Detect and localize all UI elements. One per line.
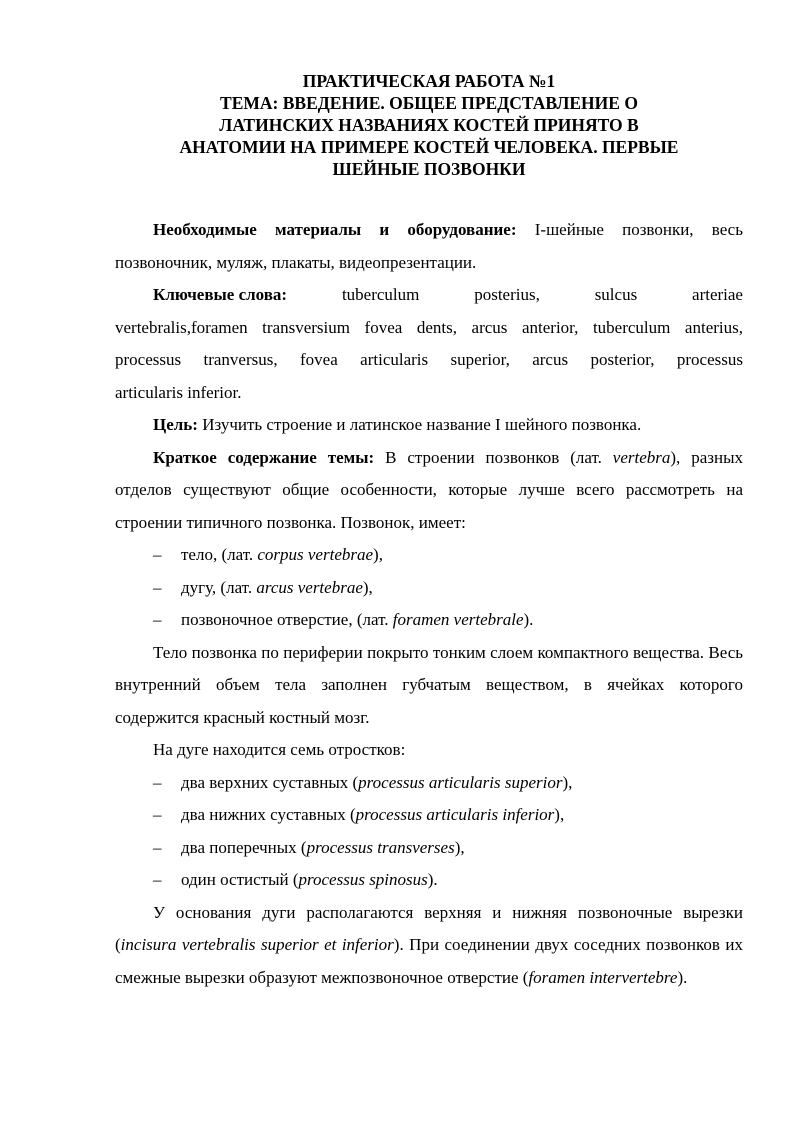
summary-text: В строении позвонков (лат. xyxy=(374,447,613,467)
list-item-end: ), xyxy=(454,837,465,857)
document-page xyxy=(115,70,743,994)
list-item-latin: processus spinosus xyxy=(298,870,428,889)
keywords-first-line xyxy=(115,279,743,312)
dash-bullet: – xyxy=(153,610,162,629)
notch-paragraph xyxy=(115,897,743,995)
list-item xyxy=(115,799,743,832)
keywords-line: articularis inferior. xyxy=(115,382,242,402)
list-item xyxy=(115,604,743,637)
dash-bullet: – xyxy=(153,772,162,792)
keyword: posterius, xyxy=(474,285,540,304)
notch-latin: incisura vertebralis superior et inferior xyxy=(120,935,394,954)
keyword: arteriae xyxy=(692,285,743,304)
list-item-end: ), xyxy=(362,577,373,597)
list-item xyxy=(115,832,743,865)
keywords-line: vertebralis,foramen transversium fovea dents, arcus anterior, tuberculum anterius, xyxy=(115,317,743,337)
notch-text: ). xyxy=(677,967,688,987)
list-item-text: позвоночное отверстие, (лат. xyxy=(181,610,393,629)
dash-bullet: – xyxy=(153,545,162,564)
notch-latin: foramen intervertebre xyxy=(528,967,678,987)
list-item-latin: corpus vertebrae xyxy=(257,545,374,564)
arch-intro: На дуге находится семь отростков: xyxy=(153,740,406,759)
title-line: ТЕМА: ВВЕДЕНИЕ. ОБЩЕЕ ПРЕДСТАВЛЕНИЕ О xyxy=(220,93,638,113)
list-item xyxy=(115,767,743,800)
dash-bullet: – xyxy=(153,805,162,824)
summary-label: Краткое содержание темы: xyxy=(153,447,375,467)
list-item-end: ). xyxy=(427,870,438,889)
page-title xyxy=(115,70,743,180)
list-item-latin: processus articularis superior xyxy=(358,772,563,792)
list-item-latin: foramen vertebrale xyxy=(392,610,524,629)
list-item-text: два поперечных ( xyxy=(181,837,307,857)
title-line: ЛАТИНСКИХ НАЗВАНИЯХ КОСТЕЙ ПРИНЯТО В xyxy=(219,115,639,135)
goal-paragraph xyxy=(115,409,743,442)
keywords-line: processus tranversus, fovea articularis superior, arcus posterior, processus xyxy=(115,350,743,369)
materials-text: I-шейные позвонки, весь позвоночник, муляж, плакаты, видеопрезентации. xyxy=(115,220,743,272)
list-item-latin: processus transverses xyxy=(306,837,455,857)
goal-text: Изучить строение и латинское название I шейного позвонка. xyxy=(197,415,642,434)
materials-paragraph xyxy=(115,214,743,279)
goal-label: Цель: xyxy=(153,415,198,434)
list-item xyxy=(115,539,743,572)
list-item-text: тело, (лат. xyxy=(181,545,258,564)
keywords-label: Ключевые слова: xyxy=(153,285,288,304)
parts-list xyxy=(115,539,743,637)
list-item-end: ), xyxy=(554,805,565,824)
title-line: АНАТОМИИ НА ПРИМЕРЕ КОСТЕЙ ЧЕЛОВЕКА. ПЕРВЫЕ xyxy=(179,137,679,157)
keywords-block xyxy=(115,279,743,409)
dash-bullet: – xyxy=(153,577,162,597)
list-item xyxy=(115,864,743,897)
list-item-end: ), xyxy=(373,545,383,564)
keyword: tuberculum xyxy=(341,285,420,304)
list-item-end: ). xyxy=(523,610,534,629)
list-item-latin: processus articularis inferior xyxy=(355,805,555,824)
list-item-latin: arcus vertebrae xyxy=(256,577,363,597)
list-item-text: дугу, (лат. xyxy=(181,577,257,597)
dash-bullet: – xyxy=(153,870,162,889)
list-item-end: ), xyxy=(562,772,573,792)
processes-list xyxy=(115,767,743,897)
body-paragraph: Тело позвонка по периферии покрыто тонким слоем компактного вещества. Весь внутренний объем тела заполнен губчатым веществом, в ячейках которого содержится красный костный мозг. xyxy=(115,642,743,727)
list-item-text: два верхних суставных ( xyxy=(181,772,359,792)
title-line: ПРАКТИЧЕСКАЯ РАБОТА №1 xyxy=(302,71,556,91)
dash-bullet: – xyxy=(153,837,162,857)
materials-label: Необходимые материалы и оборудование: xyxy=(153,220,517,239)
title-line: ШЕЙНЫЕ ПОЗВОНКИ xyxy=(332,159,526,179)
list-item xyxy=(115,572,743,605)
summary-paragraph xyxy=(115,442,743,540)
notch-text: ). При соединении двух соседних позвонков их смежные вырезки образуют межпозвоночное отверстие ( xyxy=(115,935,743,987)
summary-text: ), разных отделов существуют общие особенности, которые лучше всего рассмотреть на строении типичного позвонка. Позвонок, имеет: xyxy=(115,447,743,532)
list-item-text: два нижних суставных ( xyxy=(181,805,356,824)
keyword: sulcus xyxy=(594,285,638,304)
summary-latin: vertebra xyxy=(612,447,671,467)
list-item-text: один остистый ( xyxy=(181,870,299,889)
notch-text: У основания дуги располагаются верхняя и нижняя позвоночные вырезки ( xyxy=(115,902,743,954)
